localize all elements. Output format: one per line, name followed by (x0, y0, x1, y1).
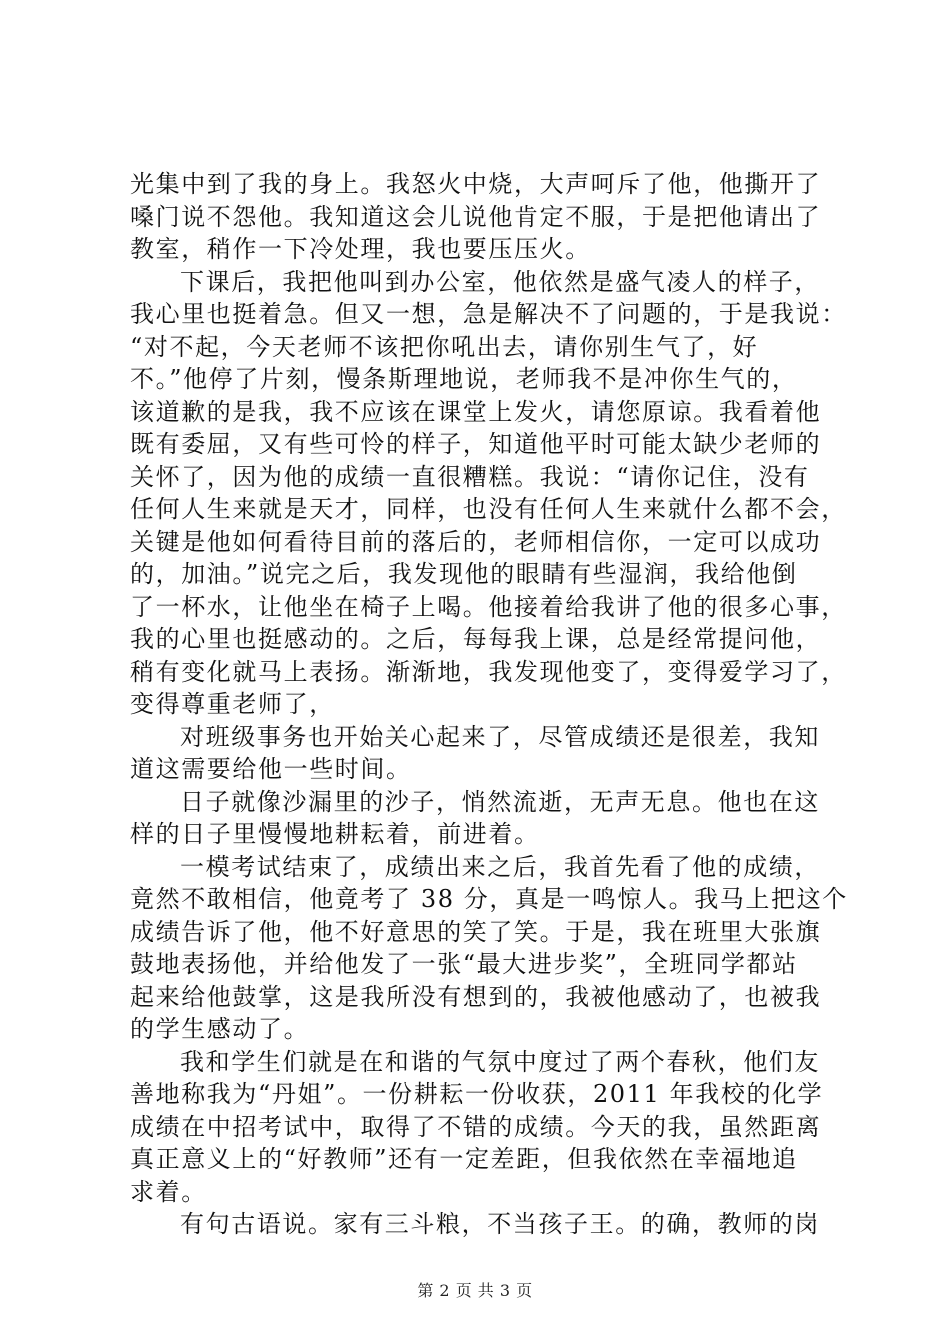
text-line: 该道歉的是我，我不应该在课堂上发火，请您原谅。我看着他 (130, 397, 822, 426)
text-line: 的学生感动了。 (130, 1015, 310, 1043)
text-line: 对班级事务也开始关心起来了，尽管成绩还是很差，我知 (180, 722, 820, 751)
document-body (130, 168, 848, 1241)
text-line: 了一杯水，让他坐在椅子上喝。他接着给我讲了他的很多心事， (130, 592, 847, 621)
text-line: 既有委屈，又有些可怜的样子，知道他平时可能太缺少老师的 (130, 430, 822, 458)
text-line: 真正意义上的“好教师”还有一定差距，但我依然在幸福地追 (130, 1145, 798, 1173)
text-line: 起来给他鼓掌，这是我所没有想到的，我被他感动了，也被我 (130, 982, 822, 1011)
text-line: 成绩在中招考试中，取得了不错的成绩。今天的我，虽然距离 (130, 1112, 822, 1141)
text-line: 关键是他如何看待目前的落后的，老师相信你，一定可以成功 (130, 527, 822, 556)
text-line: 求着。 (130, 1177, 207, 1206)
text-line: 我心里也挺着急。但又一想，急是解决不了问题的，于是我说： (130, 300, 847, 328)
text-line: 的，加油。”说完之后，我发现他的眼睛有些湿润，我给他倒 (130, 560, 798, 588)
text-line: 日子就像沙漏里的沙子，悄然流逝，无声无息。他也在这 (180, 787, 820, 816)
text-line: 嗓门说不怨他。我知道这会儿说他肯定不服，于是把他请出了 (130, 202, 822, 231)
text-line: 关怀了，因为他的成绩一直很糟糕。我说：“请你记住，没有 (130, 462, 810, 491)
text-line: 光集中到了我的身上。我怒火中烧，大声呵斥了他，他撕开了 (130, 170, 822, 198)
text-line: 竟然不敢相信，他竟考了 38 分，真是一鸣惊人。我马上把这个 (130, 885, 848, 913)
text-line: 教室，稍作一下冷处理，我也要压压火。 (130, 235, 591, 263)
text-line: 成绩告诉了他，他不好意思的笑了笑。于是，我在班里大张旗 (130, 917, 822, 946)
text-line: 有句古语说。家有三斗粮，不当孩子王。的确，教师的岗 (180, 1210, 820, 1238)
text-line: 道这需要给他一些时间。 (130, 755, 412, 783)
text-line: 鼓地表扬他，并给他发了一张“最大进步奖”，全班同学都站 (130, 950, 798, 978)
page-footer: 第 2 页 共 3 页 (417, 1281, 533, 1300)
text-line: 不。”他停了片刻，慢条斯理地说，老师我不是冲你生气的， (130, 365, 798, 393)
text-line: “对不起，今天老师不该把你吼出去，请你别生气了，好 (130, 332, 759, 361)
text-line: 任何人生来就是天才，同样，也没有任何人生来就什么都不会， (130, 495, 847, 523)
text-line: 善地称我为“丹姐”。一份耕耘一份收获，2011 年我校的化学 (130, 1080, 824, 1108)
text-line: 我和学生们就是在和谐的气氛中度过了两个春秋，他们友 (180, 1047, 820, 1076)
text-line: 一模考试结束了，成绩出来之后，我首先看了他的成绩， (180, 852, 820, 881)
text-line: 我的心里也挺感动的。之后，每每我上课，总是经常提问他， (130, 625, 822, 653)
text-line: 变得尊重老师了， (130, 690, 335, 718)
text-line: 下课后，我把他叫到办公室，他依然是盛气凌人的样子， (180, 267, 820, 296)
text-line: 稍有变化就马上表扬。渐渐地，我发现他变了，变得爱学习了， (130, 657, 847, 686)
text-line: 样的日子里慢慢地耕耘着，前进着。 (130, 820, 540, 848)
